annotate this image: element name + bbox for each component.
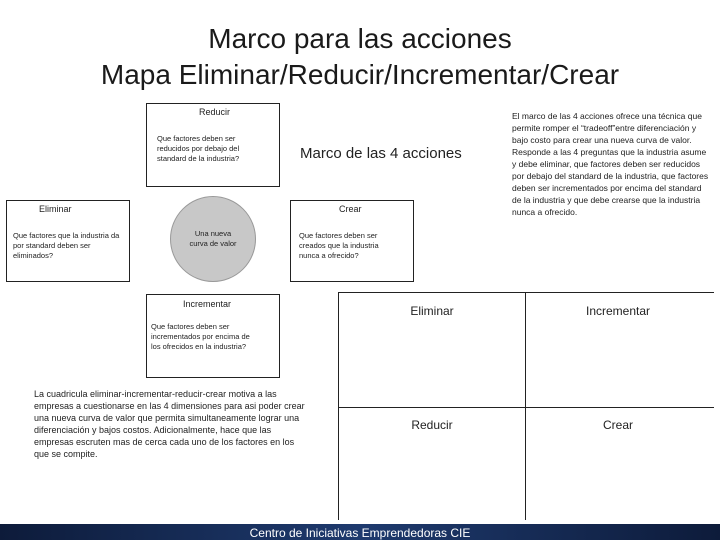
grid-description: La cuadricula eliminar-incrementar-reducir-crear motiva a las empresas a cuestionarse en las 4 dimensiones para asi poder crear una nueva curva de valor que permita simultaneamente lograr una diferenciación y bajos costos. Adicionalmente, hace que las empresas escruten mas de cerca cada uno de los factores en los que se compite. (34, 389, 305, 459)
grid-cell-eliminar: Eliminar (410, 304, 454, 318)
center-label: Una nueva curva de valor (189, 229, 237, 248)
incrementar-question: Que factores deben ser incrementados por encima de los ofrecidos en la industria? (151, 322, 250, 351)
footer-text: Centro de Iniciativas Emprendedoras CIE (249, 526, 471, 540)
reducir-label: Reducir (199, 107, 231, 117)
eliminar-label: Eliminar (39, 204, 72, 214)
eric-grid (338, 292, 714, 520)
grid-cell-crear: Crear (602, 418, 633, 432)
slide-subtitle: Mapa Eliminar/Reducir/Incrementar/Crear (100, 59, 620, 90)
reducir-box (146, 103, 280, 187)
crear-box (290, 200, 414, 282)
crear-label: Crear (339, 204, 362, 214)
grid-horizontal-divider (339, 407, 714, 408)
eliminar-question: Que factores que la industria da por standard deben ser eliminados? (13, 231, 120, 260)
crear-question: Que factores deben ser creados que la industria nunca a ofrecido? (299, 231, 379, 260)
incrementar-box (146, 294, 280, 378)
incrementar-label: Incrementar (183, 299, 232, 309)
grid-cell-incrementar: Incrementar (585, 304, 651, 318)
framework-description: El marco de las 4 acciones ofrece una técnica que permite romper el “tradeoff”entre diferenciación y bajo costo para crear una nueva curva de valor. Responde a las 4 preguntas que la industria asume y debe eliminar, que factores deben ser reducidos por debajo del standard de la industria, que factores deben ser incrementados por encima del standard de la industria y que debe crearse que la industria nunca a ofrecido. (512, 111, 709, 217)
framework-title: Marco de las 4 acciones (300, 145, 462, 162)
new-value-curve-circle (170, 196, 256, 282)
reducir-question: Que factores deben ser reducidos por debajo del standard de la industria? (157, 134, 240, 163)
slide-title: Marco para las acciones (208, 23, 512, 54)
grid-cell-reducir: Reducir (411, 418, 453, 432)
eliminar-box (6, 200, 130, 282)
